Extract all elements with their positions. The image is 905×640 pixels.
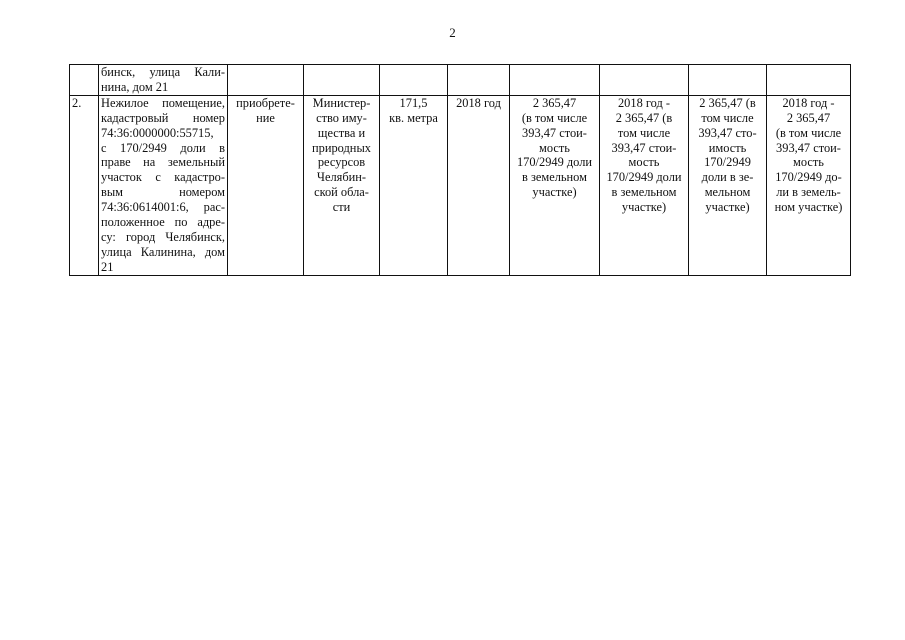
- cell-object-description: [99, 65, 228, 96]
- cell-text-line: ние: [256, 110, 275, 125]
- cell-text-line: 2018 год -: [782, 95, 835, 110]
- cell-text-line: сти: [332, 200, 351, 215]
- cell-year-cost-2: [767, 65, 851, 96]
- cell-text-line: участке): [621, 200, 667, 215]
- cell-text-line: том числе: [617, 125, 671, 140]
- cell-text-line: (в том числе: [775, 125, 842, 140]
- table-row: [70, 95, 851, 275]
- cell-year: [448, 65, 510, 96]
- cell-area: [380, 95, 448, 275]
- cell-text-line: мость: [628, 155, 660, 170]
- cell-text-line: су: город Челябинск,: [101, 229, 225, 244]
- cell-text-line: мость: [793, 155, 824, 170]
- cell-text-line: бинск, улица Кали-: [101, 65, 225, 79]
- cell-text-line: кв. метра: [389, 110, 438, 125]
- cell-cost-2: [689, 95, 767, 275]
- cell-text-line: 393,47 сто-: [698, 125, 757, 140]
- cell-text-line: 74:36:0614001:6, рас-: [101, 200, 225, 215]
- property-table: [69, 64, 851, 276]
- cell-year-cost: [600, 95, 689, 275]
- cell-text-line: щества и: [317, 125, 366, 140]
- cell-text-line: 2 365,47: [786, 110, 831, 125]
- cell-text-line: ство иму-: [316, 110, 367, 125]
- table-row: [70, 65, 851, 96]
- cell-text-line: 171,5: [399, 95, 428, 110]
- cell-text-line: том числе: [701, 110, 754, 125]
- cell-cost: [510, 95, 600, 275]
- cell-text-line: имость: [708, 140, 747, 155]
- cell-number: 2.: [70, 95, 99, 275]
- cell-text-line: 21: [101, 259, 114, 274]
- cell-text-line: кадастровый номер: [101, 110, 225, 125]
- cell-text-line: улица Калинина, дом: [101, 244, 225, 259]
- cell-text-line: мость: [539, 140, 570, 155]
- cell-text-line: 2 365,47: [532, 95, 577, 110]
- cell-text-line: Министер-: [312, 95, 371, 110]
- cell-text-line: 393,47 стои-: [522, 125, 587, 140]
- cell-text-line: Челябин-: [316, 170, 367, 185]
- cell-text-line: в земельном: [522, 170, 587, 185]
- cell-text-line: 2 365,47 (в: [615, 110, 673, 125]
- cell-text-line: ном участке): [774, 200, 843, 215]
- cell-text-line: мельном: [704, 185, 751, 200]
- cell-text-line: в земельном: [611, 185, 677, 200]
- cell-text-line: 2018 год -: [617, 95, 671, 110]
- cell-text-line: участке): [705, 200, 750, 215]
- cell-acquisition-basis: [228, 95, 304, 275]
- cell-text-line: Нежилое помещение,: [101, 95, 225, 110]
- cell-text-line: 2 365,47 (в: [699, 95, 756, 110]
- cell-text-line: 170/2949: [704, 155, 751, 170]
- cell-year: [448, 95, 510, 275]
- cell-year-cost: [600, 65, 689, 96]
- cell-text-line: 170/2949 доли: [516, 155, 593, 170]
- cell-text-line: доли в зе-: [701, 170, 754, 185]
- cell-owner: [304, 95, 380, 275]
- page-number: 2: [449, 25, 456, 40]
- cell-owner: [304, 65, 380, 96]
- cell-text-line: положенное по адре-: [101, 215, 225, 230]
- cell-text-line: 393,47 стои-: [611, 140, 677, 155]
- cell-text-line: праве на земельный: [101, 155, 225, 170]
- cell-text-line: приобрете-: [236, 95, 295, 110]
- cell-number: [70, 65, 99, 96]
- cell-text-line: 74:36:0000000:55715,: [101, 125, 214, 140]
- cell-text-line: 2018 год: [456, 95, 501, 110]
- cell-text-line: (в том числе: [521, 110, 588, 125]
- cell-text-line: ресурсов: [317, 155, 366, 170]
- cell-text-line: природных: [312, 140, 371, 155]
- cell-text-line: участок с кадастро-: [101, 170, 225, 185]
- cell-text-line: 170/2949 до-: [775, 170, 842, 185]
- cell-text-line: с 170/2949 доли в: [101, 140, 225, 155]
- cell-text-line: нина, дом 21: [101, 79, 169, 94]
- cell-cost: [510, 65, 600, 96]
- cell-cost-2: [689, 65, 767, 96]
- cell-text-line: ли в земель-: [776, 185, 841, 200]
- cell-area: [380, 65, 448, 96]
- cell-text-line: 393,47 стои-: [776, 140, 841, 155]
- cell-text-line: вым номером: [101, 185, 225, 200]
- cell-text-line: 170/2949 доли: [606, 170, 682, 185]
- cell-text-line: ской обла-: [314, 185, 369, 200]
- cell-acquisition-basis: [228, 65, 304, 96]
- cell-year-cost-2: [767, 95, 851, 275]
- cell-object-description: [99, 95, 228, 275]
- cell-text-line: участке): [532, 185, 577, 200]
